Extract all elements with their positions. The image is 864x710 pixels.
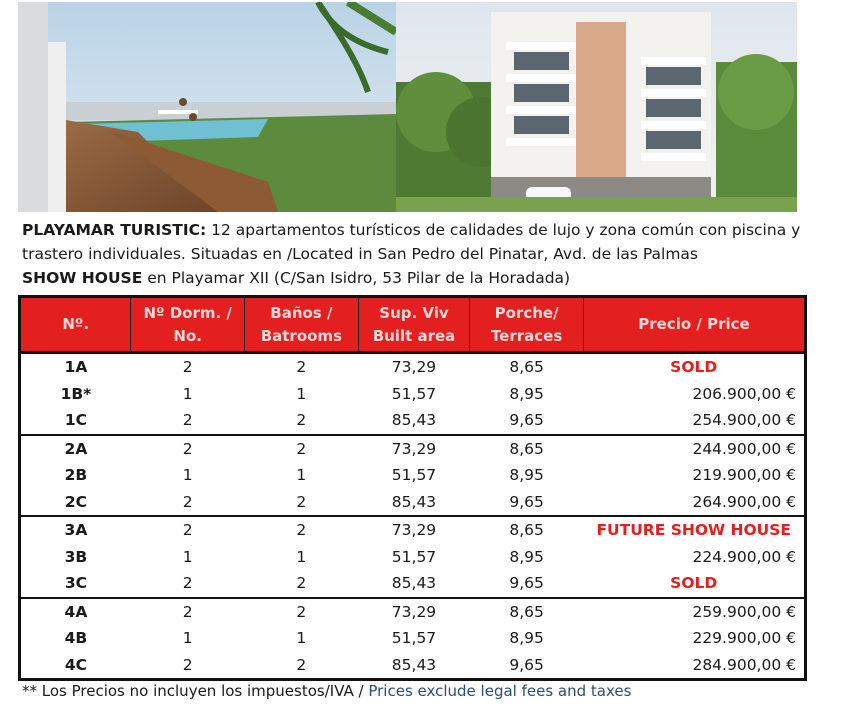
baths-cell: 1	[296, 547, 307, 566]
price-table-header	[20, 297, 806, 353]
price-table	[18, 295, 807, 681]
baths-cell: 1	[296, 466, 307, 485]
price-cell: 229.900,00 €	[692, 629, 796, 648]
bedrooms-cell: 1	[182, 629, 193, 648]
bedrooms-cell: 1	[182, 547, 193, 566]
price-cell: 219.900,00 €	[692, 466, 796, 485]
bedrooms-cell: 2	[182, 358, 193, 377]
terrace-cell: 8,95	[509, 547, 544, 566]
table-row	[20, 625, 806, 652]
bedrooms-cell: 2	[182, 492, 193, 511]
bedrooms-cell: 1	[182, 384, 193, 403]
header-baths: Baños / Batrooms	[244, 297, 358, 353]
area-cell: 51,57	[391, 466, 437, 485]
price-cell: 259.900,00 €	[583, 598, 805, 626]
unit-cell: 4B	[64, 629, 88, 648]
description-line-1	[22, 218, 812, 242]
table-row	[20, 462, 806, 489]
terrace-cell: 8,95	[509, 466, 544, 485]
header-photos	[18, 2, 797, 212]
bedrooms-cell: 2	[131, 598, 245, 626]
baths-cell: 2	[296, 358, 307, 377]
bedrooms-cell: 2	[131, 435, 245, 463]
terrace-cell: 8,65	[509, 358, 544, 377]
price-cell: 206.900,00 €	[692, 384, 796, 403]
bedrooms-cell: 2	[131, 516, 245, 544]
terrace-cell: 9,65	[509, 574, 544, 593]
terrace-cell: 8,65	[470, 435, 584, 463]
unit-cell: 3B	[64, 547, 88, 566]
header-terrace: Porche/ Terraces	[470, 297, 584, 353]
table-row	[20, 489, 806, 517]
area-cell: 51,57	[391, 629, 437, 648]
area-cell: 73,29	[358, 516, 469, 544]
terrace-cell: 8,65	[470, 516, 584, 544]
unit-cell: 2C	[64, 492, 88, 511]
area-cell: 85,43	[391, 574, 437, 593]
baths-cell: 2	[244, 598, 358, 626]
baths-cell: 2	[296, 411, 307, 430]
building-facade-render	[396, 2, 797, 212]
description-line-1-text: 12 apartamentos turísticos de calidades de lujo y zona común con piscina y	[206, 221, 801, 239]
price-cell: 254.900,00 €	[692, 411, 796, 430]
status-cell: SOLD	[670, 574, 718, 593]
table-row	[20, 353, 806, 381]
terrace-cell: 9,65	[509, 411, 544, 430]
table-row	[20, 407, 806, 435]
baths-cell: 2	[244, 435, 358, 463]
header-bedrooms: Nº Dorm. / No.	[131, 297, 245, 353]
status-cell: FUTURE SHOW HOUSE	[583, 516, 805, 544]
terrace-cell: 9,65	[509, 492, 544, 511]
price-cell: 244.900,00 €	[583, 435, 805, 463]
project-title: PLAYAMAR TURISTIC:	[22, 221, 207, 239]
status-cell: SOLD	[670, 358, 718, 377]
table-row	[20, 544, 806, 571]
footnote-spanish: ** Los Precios no incluyen los impuestos/IVA /	[22, 682, 369, 700]
terrace-cell: 8,65	[470, 598, 584, 626]
tax-footnote	[22, 682, 631, 700]
baths-cell: 1	[296, 384, 307, 403]
area-cell: 51,57	[391, 547, 437, 566]
area-cell: 73,29	[358, 435, 469, 463]
area-cell: 85,43	[391, 411, 437, 430]
unit-cell: 2B	[64, 466, 88, 485]
area-cell: 73,29	[391, 358, 437, 377]
area-cell: 85,43	[391, 655, 437, 674]
header-unit: Nº.	[20, 297, 131, 353]
unit-cell: 4C	[64, 655, 88, 674]
description-line-2: trastero individuales. Situadas en /Located in San Pedro del Pinatar, Avd. de las Palmas	[22, 245, 699, 263]
bedrooms-cell: 1	[182, 466, 193, 485]
show-house-address: en Playamar XII (C/San Isidro, 53 Pilar de la Horadada)	[142, 269, 571, 287]
baths-cell: 1	[296, 629, 307, 648]
table-row	[20, 652, 806, 680]
table-row	[20, 570, 806, 598]
price-cell: 264.900,00 €	[692, 492, 796, 511]
price-cell: 284.900,00 €	[692, 655, 796, 674]
unit-cell: 1C	[64, 411, 88, 430]
terrace-cell: 8,95	[509, 629, 544, 648]
header-area: Sup. Viv Built area	[358, 297, 469, 353]
header-price: Precio / Price	[583, 297, 805, 353]
area-cell: 51,57	[391, 384, 437, 403]
bedrooms-cell: 2	[182, 655, 193, 674]
rooftop-pool-render	[18, 2, 396, 212]
bedrooms-cell: 2	[182, 411, 193, 430]
area-cell: 73,29	[358, 598, 469, 626]
description-line-3	[22, 266, 812, 290]
unit-cell: 1B*	[60, 384, 92, 403]
unit-cell: 3A	[20, 516, 131, 544]
table-row	[20, 516, 806, 544]
terrace-cell: 8,95	[509, 384, 544, 403]
baths-cell: 2	[296, 655, 307, 674]
baths-cell: 2	[296, 574, 307, 593]
table-row	[20, 435, 806, 463]
project-description	[22, 218, 812, 290]
area-cell: 85,43	[391, 492, 437, 511]
table-row	[20, 381, 806, 408]
unit-cell: 3C	[64, 574, 88, 593]
table-row	[20, 598, 806, 626]
price-cell: 224.900,00 €	[692, 547, 796, 566]
show-house-label: SHOW HOUSE	[22, 269, 143, 287]
unit-cell: 1A	[64, 358, 88, 377]
baths-cell: 2	[244, 516, 358, 544]
unit-cell: 4A	[20, 598, 131, 626]
baths-cell: 2	[296, 492, 307, 511]
footnote-english: Prices exclude legal fees and taxes	[368, 682, 632, 700]
unit-cell: 2A	[20, 435, 131, 463]
terrace-cell: 9,65	[509, 655, 544, 674]
bedrooms-cell: 2	[182, 574, 193, 593]
